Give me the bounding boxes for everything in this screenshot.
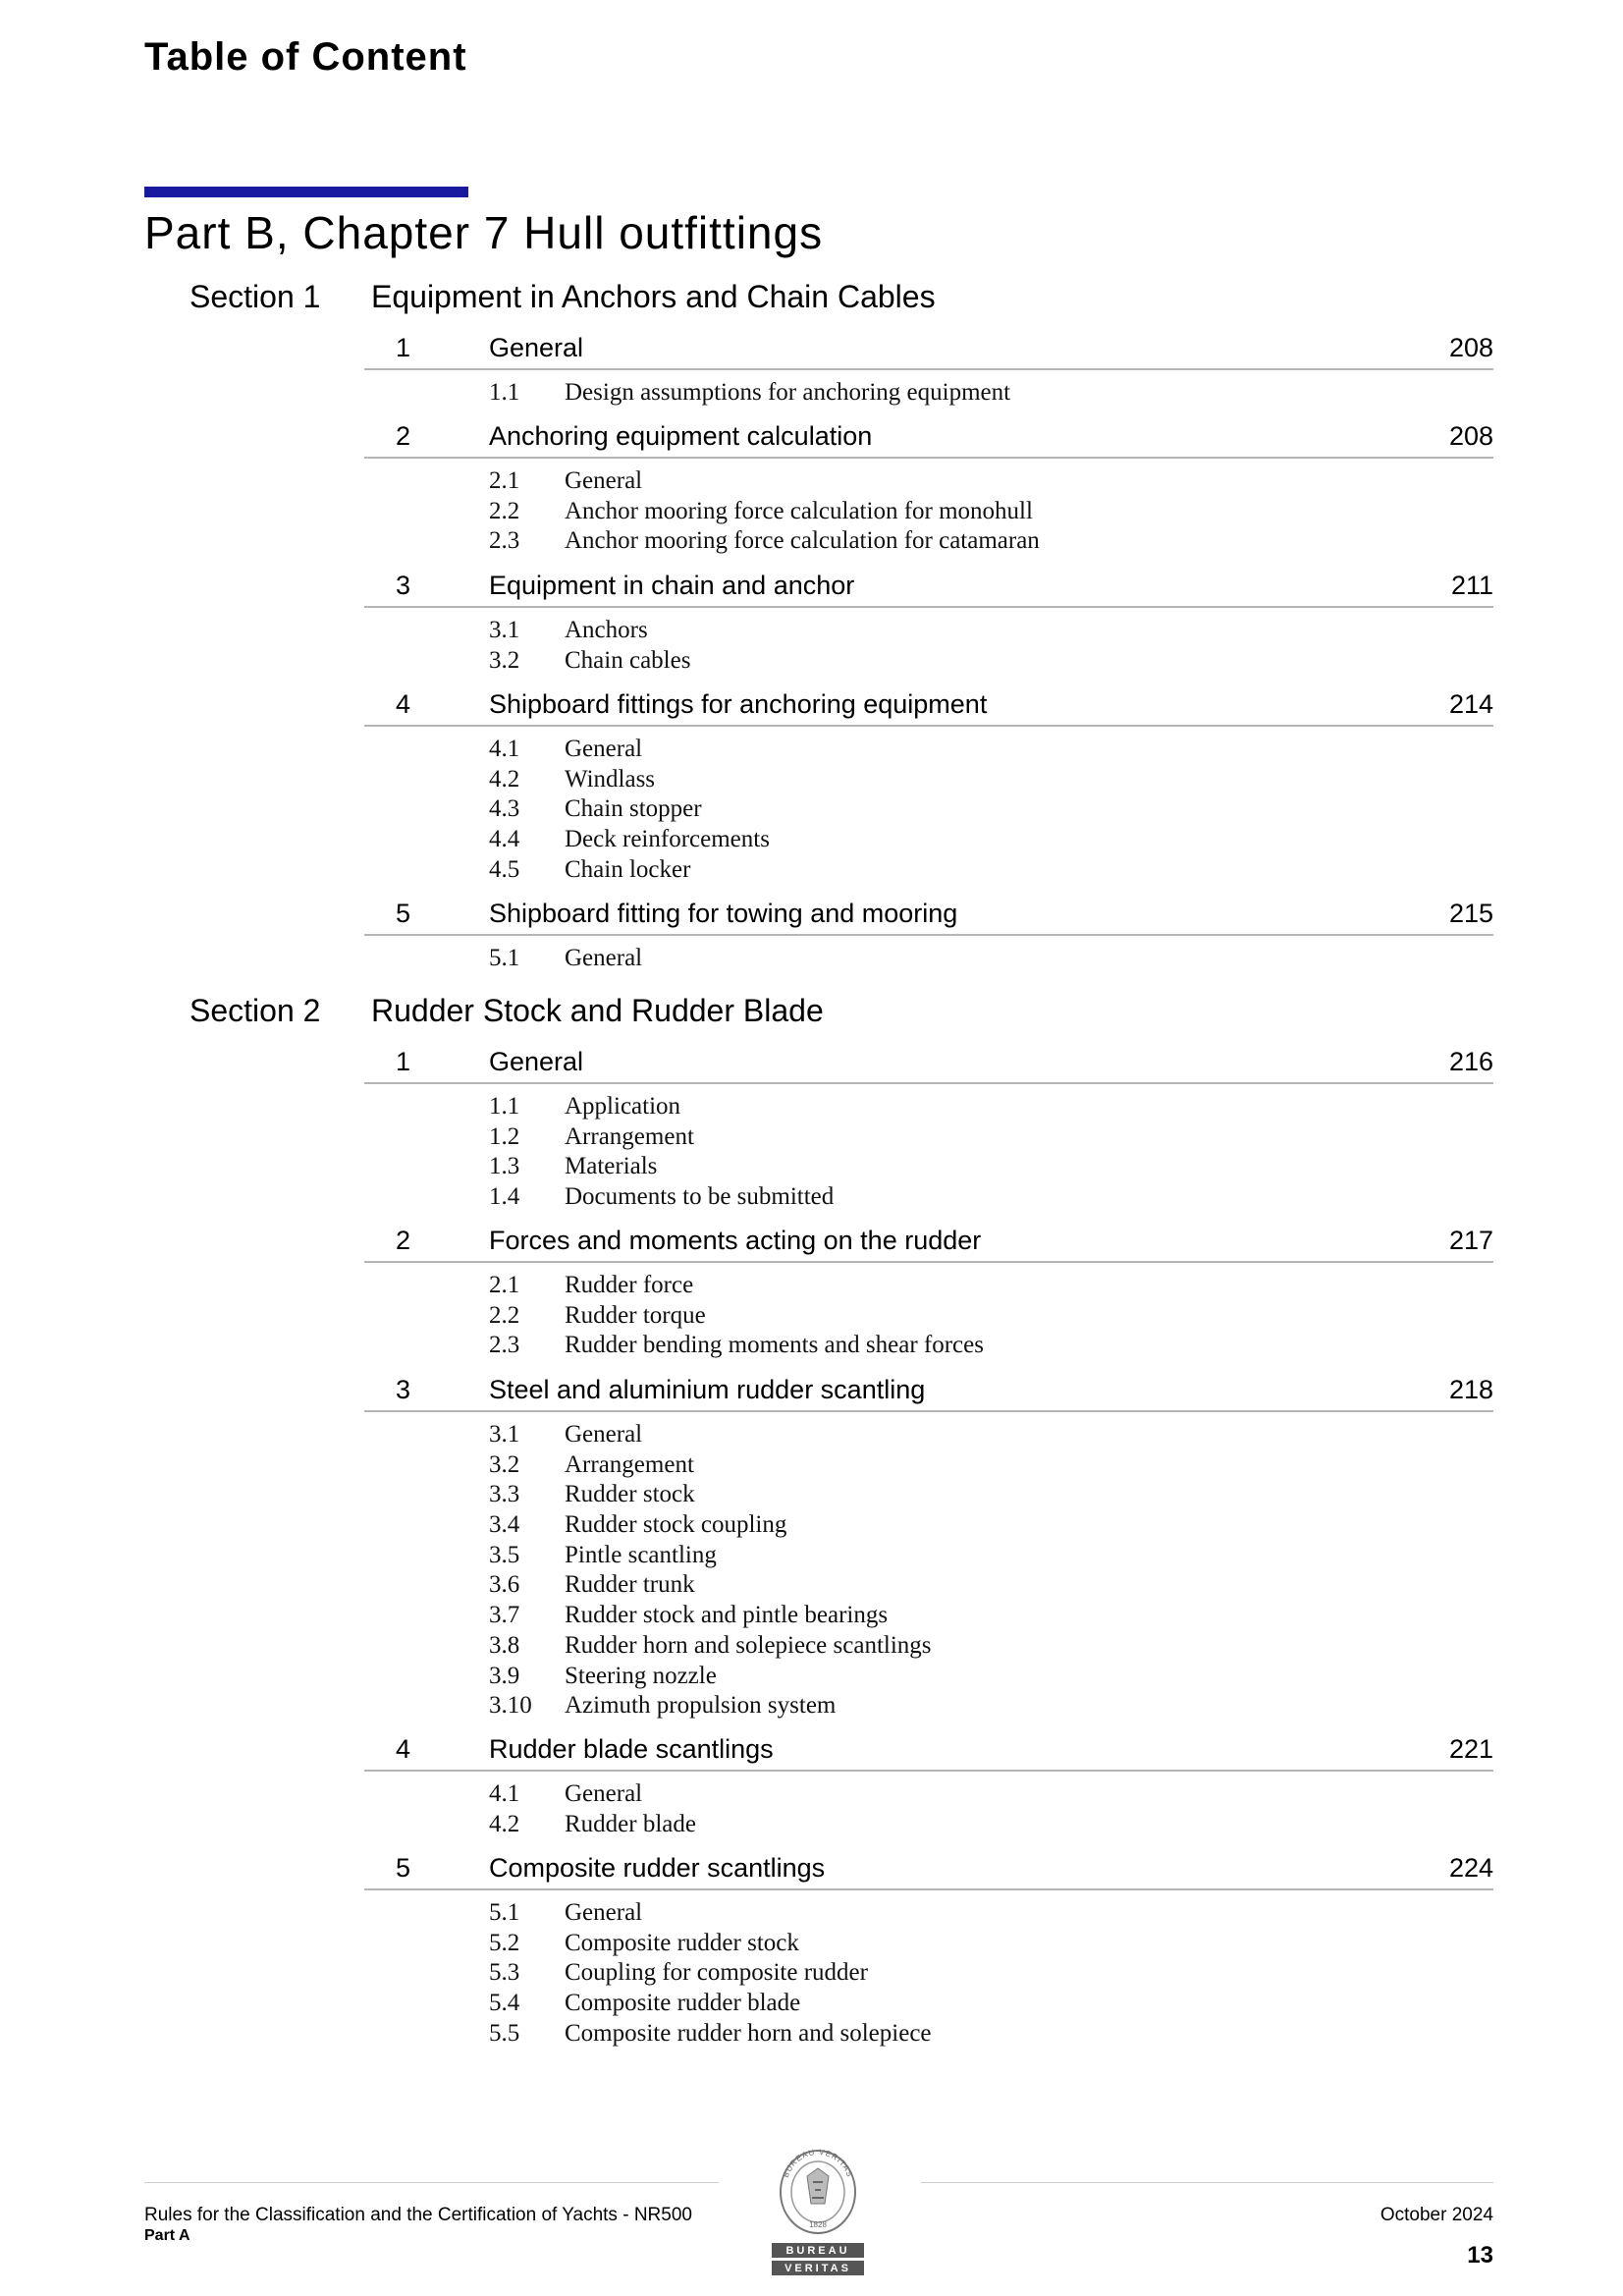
article-number: 5 bbox=[396, 1853, 411, 1883]
sub-article-title: Steering nozzle bbox=[565, 1662, 717, 1689]
sub-article-title: Coupling for composite rudder bbox=[565, 1959, 868, 1987]
sub-article-row[interactable] bbox=[364, 1959, 1493, 1990]
sub-article-title: General bbox=[565, 1899, 643, 1926]
sub-article-row[interactable] bbox=[364, 1123, 1493, 1154]
sub-article-number: 2.3 bbox=[489, 1332, 520, 1359]
sub-article-number: 5.4 bbox=[489, 1990, 520, 2017]
sub-article-row[interactable] bbox=[364, 1632, 1493, 1663]
article-number: 3 bbox=[396, 1375, 411, 1404]
sub-article-number: 3.8 bbox=[489, 1631, 520, 1659]
sub-article-title: General bbox=[565, 945, 643, 971]
sub-article-number: 2.1 bbox=[489, 1272, 520, 1298]
sub-article-title: Chain cables bbox=[565, 646, 691, 674]
svg-text:BUREAU VERITAS: BUREAU VERITAS bbox=[781, 2149, 855, 2179]
sub-article-row[interactable] bbox=[364, 527, 1493, 558]
sub-article-title: Arrangement bbox=[565, 1450, 694, 1478]
sub-article-title: General bbox=[565, 1421, 643, 1448]
sub-article-title: Windlass bbox=[565, 765, 656, 793]
sub-article-number: 4.1 bbox=[489, 1780, 520, 1807]
sub-article-number: 3.9 bbox=[489, 1662, 520, 1689]
article-title[interactable]: Shipboard fittings for anchoring equipment bbox=[489, 689, 988, 719]
article-number: 2 bbox=[396, 1226, 411, 1255]
sub-article-title: Rudder stock bbox=[565, 1481, 695, 1508]
sub-article-number: 4.4 bbox=[489, 826, 520, 853]
sub-article-row[interactable] bbox=[364, 1930, 1493, 1960]
sub-article-number: 3.4 bbox=[489, 1511, 520, 1539]
sub-article-row[interactable] bbox=[364, 1571, 1493, 1602]
article-heading-row[interactable] bbox=[364, 567, 1493, 608]
article-title[interactable]: Equipment in chain and anchor bbox=[489, 571, 855, 600]
footer-divider-left bbox=[144, 2182, 719, 2183]
sub-article-row[interactable] bbox=[364, 736, 1493, 766]
article-title[interactable]: Anchoring equipment calculation bbox=[489, 421, 873, 451]
article-title[interactable]: Rudder blade scantlings bbox=[489, 1734, 774, 1764]
sub-article-title: Design assumptions for anchoring equipment bbox=[565, 379, 1011, 406]
sub-article-title: General bbox=[565, 1780, 643, 1807]
sub-article-number: 1.1 bbox=[489, 379, 520, 406]
sub-article-title: Materials bbox=[565, 1153, 658, 1180]
sub-article-number: 4.5 bbox=[489, 855, 520, 883]
article-heading-row[interactable] bbox=[364, 895, 1493, 936]
sub-article-number: 5.2 bbox=[489, 1929, 520, 1956]
sub-article-row[interactable] bbox=[364, 1183, 1493, 1214]
section-title[interactable]: Equipment in Anchors and Chain Cables bbox=[371, 279, 936, 314]
article-page-number: 224 bbox=[1448, 1853, 1493, 1883]
sub-article-title: Deck reinforcements bbox=[565, 826, 770, 853]
sub-article-row[interactable] bbox=[364, 1302, 1493, 1333]
section-label: Section 2 bbox=[189, 993, 321, 1028]
sub-article-row[interactable] bbox=[364, 1093, 1493, 1123]
sub-article-row[interactable] bbox=[364, 2020, 1493, 2050]
sub-article-number: 5.5 bbox=[489, 2019, 520, 2047]
sub-article-row[interactable] bbox=[364, 826, 1493, 856]
svg-text:1828: 1828 bbox=[809, 2220, 827, 2229]
sub-article-row[interactable] bbox=[364, 1272, 1493, 1302]
article-heading-row[interactable] bbox=[364, 1222, 1493, 1263]
article-heading-row[interactable] bbox=[364, 417, 1493, 459]
sub-article-number: 1.2 bbox=[489, 1122, 520, 1150]
sub-article-number: 3.2 bbox=[489, 1450, 520, 1478]
sub-article-title: Rudder bending moments and shear forces bbox=[565, 1332, 984, 1359]
sub-article-number: 3.6 bbox=[489, 1571, 520, 1599]
logo-text-top: BUREAU bbox=[785, 2245, 850, 2257]
sub-article-title: Anchors bbox=[565, 617, 648, 643]
sub-article-number: 4.2 bbox=[489, 765, 520, 793]
toc-article bbox=[364, 895, 1493, 975]
article-title[interactable]: General bbox=[489, 1047, 584, 1076]
article-page-number: 211 bbox=[1450, 571, 1493, 600]
sub-article-number: 5.1 bbox=[489, 945, 520, 971]
sub-article-title: Chain stopper bbox=[565, 795, 702, 823]
toc-article bbox=[364, 1371, 1493, 1722]
sub-article-row[interactable] bbox=[364, 1542, 1493, 1572]
sub-article-row[interactable] bbox=[364, 1481, 1493, 1511]
sub-article-row[interactable] bbox=[364, 1153, 1493, 1183]
sub-article-row[interactable] bbox=[364, 1780, 1493, 1811]
sub-article-row[interactable] bbox=[364, 467, 1493, 498]
article-heading-row[interactable] bbox=[364, 685, 1493, 727]
sub-article-row[interactable] bbox=[364, 1602, 1493, 1632]
sub-article-row[interactable] bbox=[364, 856, 1493, 887]
sub-article-row[interactable] bbox=[364, 1332, 1493, 1362]
sub-article-title: Arrangement bbox=[565, 1122, 694, 1150]
sub-article-title: Application bbox=[565, 1093, 681, 1120]
sub-article-title: Chain locker bbox=[565, 855, 691, 883]
sub-article-row[interactable] bbox=[364, 1421, 1493, 1451]
sub-article-row[interactable] bbox=[364, 795, 1493, 826]
sub-article-row[interactable] bbox=[364, 1663, 1493, 1693]
sub-article-title: Anchor mooring force calculation for monohull bbox=[565, 497, 1033, 524]
toc-article bbox=[364, 1730, 1493, 1840]
article-number: 2 bbox=[396, 421, 411, 451]
article-title[interactable]: General bbox=[489, 333, 584, 362]
sub-article-row[interactable] bbox=[364, 498, 1493, 528]
article-heading-row[interactable] bbox=[364, 1043, 1493, 1084]
logo-text-bottom: VERITAS bbox=[784, 2263, 851, 2274]
sub-article-row[interactable] bbox=[364, 379, 1493, 410]
sub-article-number: 4.3 bbox=[489, 795, 520, 823]
article-page-number: 221 bbox=[1448, 1734, 1493, 1764]
toc-article bbox=[364, 417, 1493, 558]
toc-article bbox=[364, 1043, 1493, 1214]
toc-article bbox=[364, 1849, 1493, 2050]
article-number: 4 bbox=[396, 1734, 411, 1764]
toc-article bbox=[364, 685, 1493, 886]
footer-divider-right bbox=[921, 2182, 1493, 2183]
sub-article-row[interactable] bbox=[364, 1811, 1493, 1841]
sub-article-number: 3.3 bbox=[489, 1481, 520, 1508]
footer-document-title: Rules for the Classification and the Certification of Yachts - NR500 bbox=[144, 2205, 692, 2225]
sub-article-row[interactable] bbox=[364, 647, 1493, 678]
sub-article-title: Rudder stock coupling bbox=[565, 1511, 787, 1539]
sub-article-title: General bbox=[565, 467, 643, 494]
sub-article-number: 3.1 bbox=[489, 1421, 520, 1448]
article-page-number: 208 bbox=[1448, 421, 1493, 451]
sub-article-title: Documents to be submitted bbox=[565, 1183, 835, 1211]
sub-article-number: 3.5 bbox=[489, 1541, 520, 1568]
article-number: 1 bbox=[396, 1047, 411, 1076]
article-page-number: 214 bbox=[1448, 689, 1493, 719]
article-page-number: 215 bbox=[1448, 899, 1493, 928]
article-page-number: 208 bbox=[1448, 333, 1493, 362]
sub-article-number: 3.10 bbox=[489, 1692, 532, 1720]
sub-article-number: 2.1 bbox=[489, 467, 520, 494]
sub-article-row[interactable] bbox=[364, 945, 1493, 975]
sub-article-number: 2.3 bbox=[489, 527, 520, 555]
article-title[interactable]: Steel and aluminium rudder scantling bbox=[489, 1375, 926, 1404]
article-page-number: 216 bbox=[1448, 1047, 1493, 1076]
sub-article-title: Rudder trunk bbox=[565, 1571, 695, 1599]
sub-article-number: 3.1 bbox=[489, 617, 520, 643]
sub-article-title: Rudder horn and solepiece scantlings bbox=[565, 1631, 932, 1659]
article-page-number: 217 bbox=[1448, 1226, 1493, 1255]
article-number: 4 bbox=[396, 689, 411, 719]
toc-article bbox=[364, 567, 1493, 677]
footer-date: October 2024 bbox=[1380, 2205, 1493, 2225]
toc-article bbox=[364, 1222, 1493, 1362]
sub-article-title: Rudder force bbox=[565, 1272, 694, 1298]
footer-page-number: 13 bbox=[1467, 2242, 1493, 2269]
section-label: Section 1 bbox=[189, 279, 321, 314]
sub-article-title: Anchor mooring force calculation for catamaran bbox=[565, 527, 1040, 555]
article-title[interactable]: Forces and moments acting on the rudder bbox=[489, 1226, 982, 1255]
sub-article-row[interactable] bbox=[364, 617, 1493, 647]
article-heading-row[interactable] bbox=[364, 1371, 1493, 1412]
bureau-veritas-logo bbox=[764, 2149, 872, 2278]
article-number: 5 bbox=[396, 899, 411, 928]
chapter-title: Part B, Chapter 7 Hull outfittings bbox=[144, 207, 824, 258]
sub-article-title: Composite rudder blade bbox=[565, 1990, 801, 2017]
chapter-accent-bar bbox=[144, 187, 468, 197]
sub-article-number: 1.4 bbox=[489, 1183, 520, 1211]
sub-article-row[interactable] bbox=[364, 1451, 1493, 1482]
sub-article-number: 1.1 bbox=[489, 1093, 520, 1120]
sub-article-row[interactable] bbox=[364, 1990, 1493, 2020]
sub-article-row[interactable] bbox=[364, 1899, 1493, 1930]
sub-article-row[interactable] bbox=[364, 766, 1493, 796]
sub-article-title: Rudder blade bbox=[565, 1810, 696, 1837]
sub-article-title: Azimuth propulsion system bbox=[565, 1692, 837, 1720]
sub-article-title: Composite rudder stock bbox=[565, 1929, 799, 1956]
sub-article-title: Rudder stock and pintle bearings bbox=[565, 1602, 889, 1629]
sub-article-number: 1.3 bbox=[489, 1153, 520, 1180]
sub-article-number: 5.3 bbox=[489, 1959, 520, 1987]
sub-article-number: 3.2 bbox=[489, 646, 520, 674]
section-title[interactable]: Rudder Stock and Rudder Blade bbox=[371, 993, 824, 1028]
article-title[interactable]: Composite rudder scantlings bbox=[489, 1853, 826, 1883]
sub-article-number: 3.7 bbox=[489, 1602, 520, 1629]
article-heading-row[interactable] bbox=[364, 1849, 1493, 1890]
toc-heading: Table of Content bbox=[144, 35, 467, 79]
sub-article-number: 4.2 bbox=[489, 1810, 520, 1837]
sub-article-number: 2.2 bbox=[489, 1301, 520, 1329]
article-title[interactable]: Shipboard fitting for towing and mooring bbox=[489, 899, 958, 928]
sub-article-number: 2.2 bbox=[489, 497, 520, 524]
footer-part-label: Part A bbox=[144, 2227, 190, 2244]
sub-article-title: Pintle scantling bbox=[565, 1541, 717, 1568]
sub-article-number: 4.1 bbox=[489, 736, 520, 762]
article-heading-row[interactable] bbox=[364, 1730, 1493, 1772]
sub-article-row[interactable] bbox=[364, 1692, 1493, 1722]
sub-article-number: 5.1 bbox=[489, 1899, 520, 1926]
sub-article-title: Composite rudder horn and solepiece bbox=[565, 2019, 932, 2047]
article-heading-row[interactable] bbox=[364, 329, 1493, 370]
sub-article-title: General bbox=[565, 736, 643, 762]
article-number: 3 bbox=[396, 571, 411, 600]
toc-article bbox=[364, 329, 1493, 410]
article-page-number: 218 bbox=[1448, 1375, 1493, 1404]
sub-article-row[interactable] bbox=[364, 1511, 1493, 1542]
article-number: 1 bbox=[396, 333, 411, 362]
sub-article-title: Rudder torque bbox=[565, 1301, 706, 1329]
